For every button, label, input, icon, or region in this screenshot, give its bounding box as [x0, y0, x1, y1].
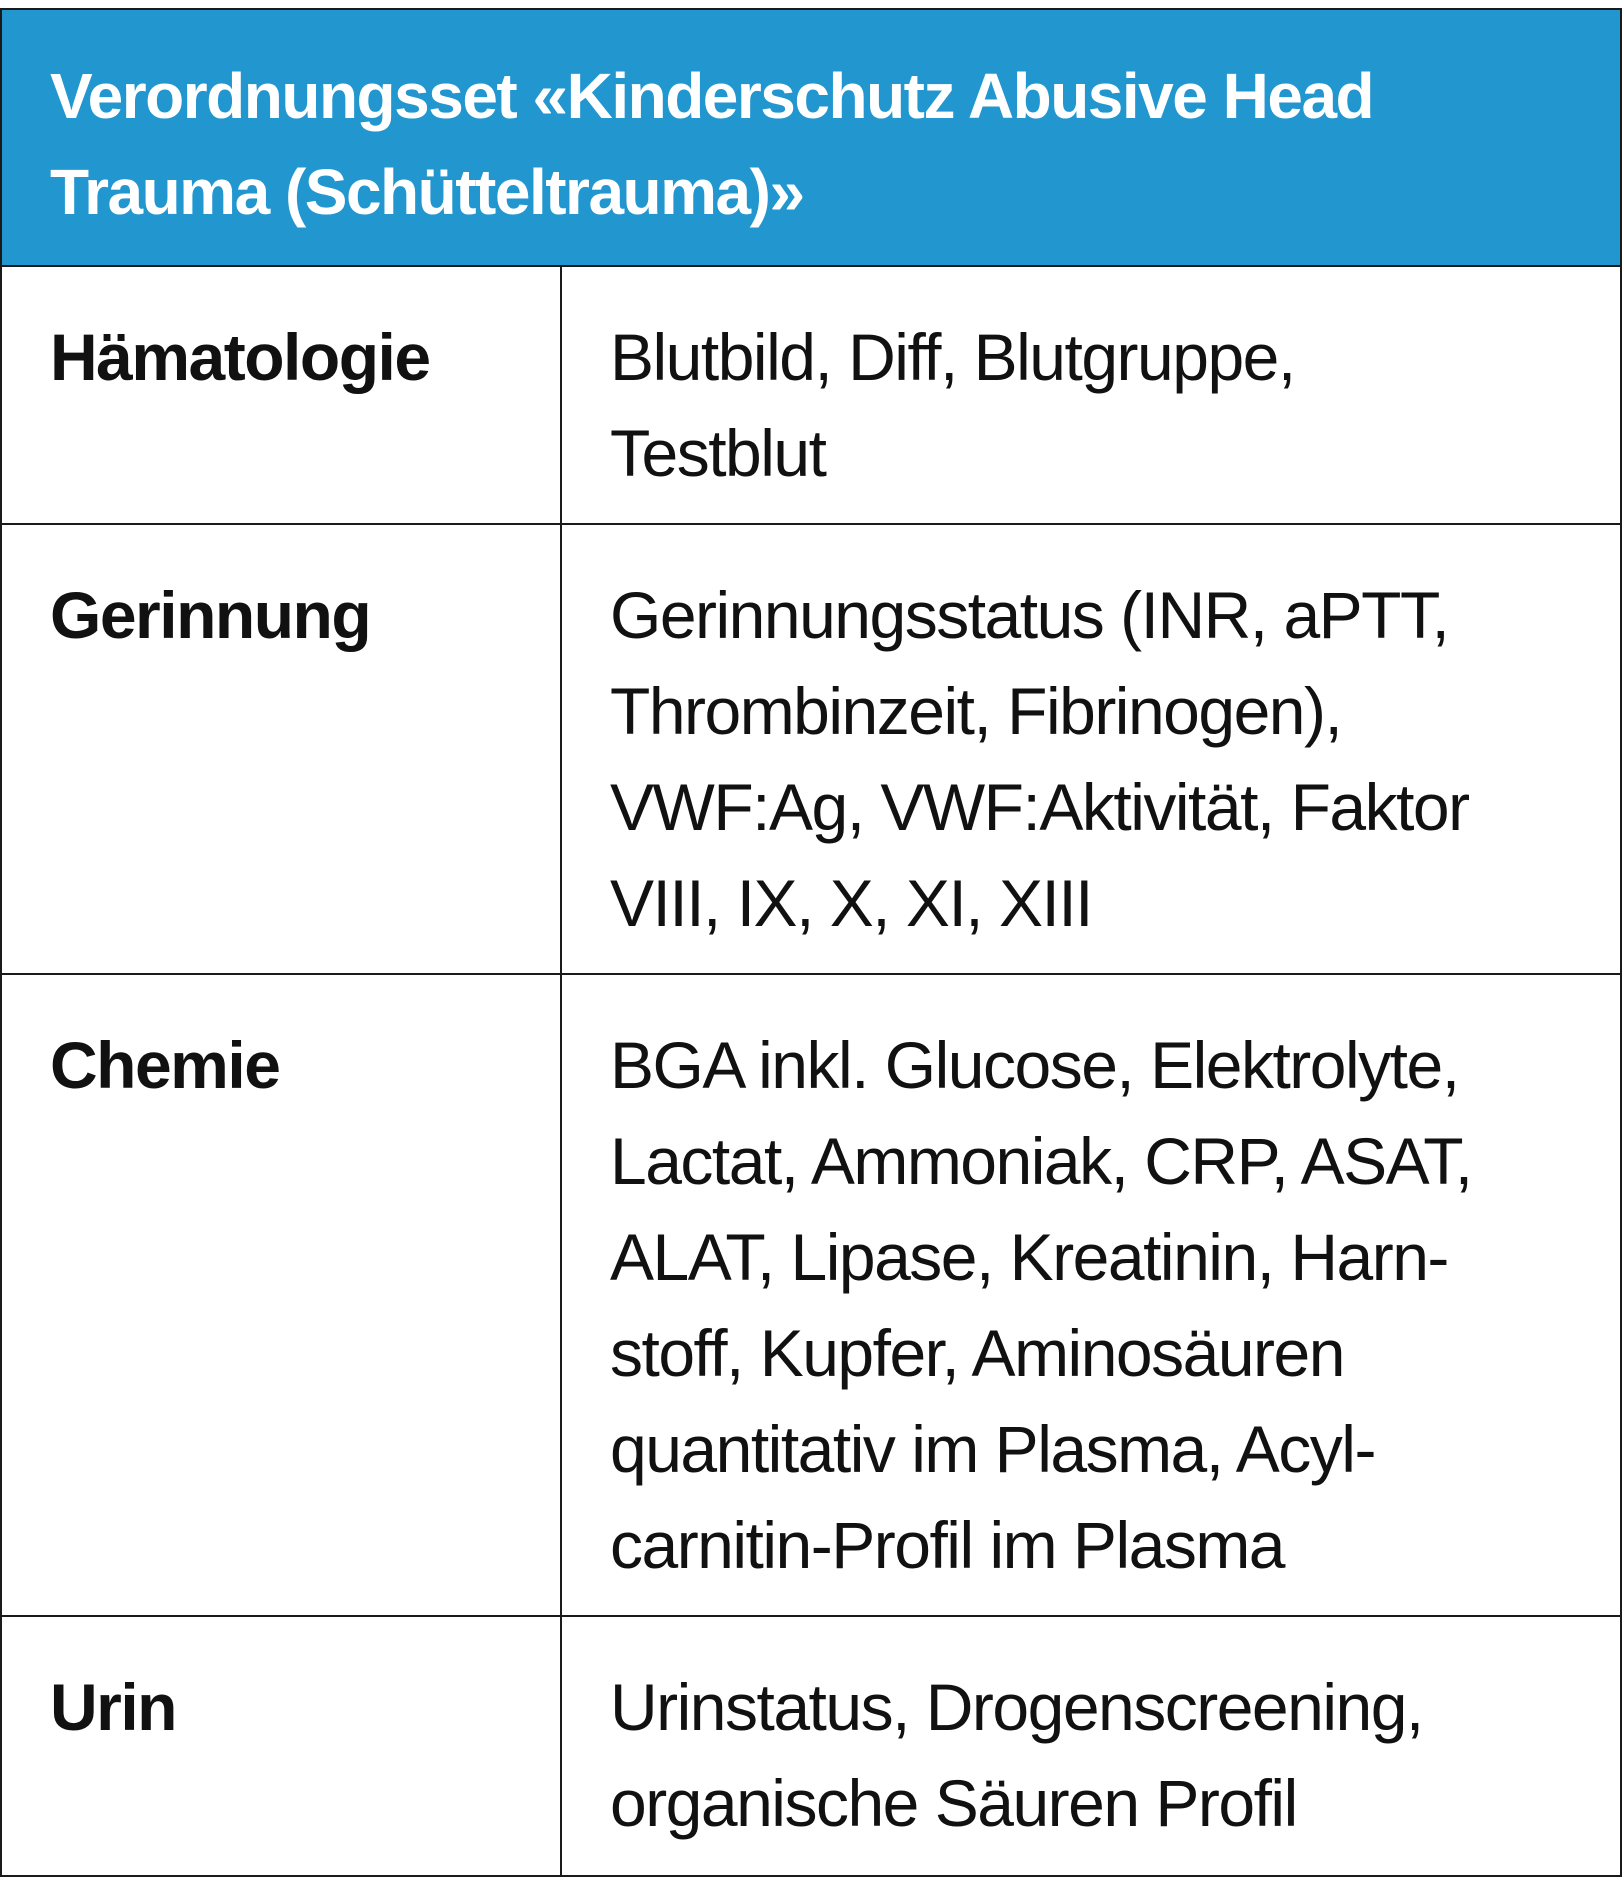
row-content-cell — [562, 267, 1620, 523]
row-content-line: organische Säuren Profil — [610, 1766, 1297, 1840]
row-content-line: Thrombinzeit, Fibrinogen), — [610, 674, 1342, 748]
table-row-gerinnung — [2, 525, 1620, 975]
row-content-cell — [562, 1617, 1620, 1875]
row-content-line: VIII, IX, X, XI, XIII — [610, 866, 1092, 940]
row-content-line: Lactat, Ammoniak, CRP, ASAT, — [610, 1124, 1472, 1198]
row-label: Gerinnung — [50, 578, 371, 652]
table-title-line-1: Verordnungsset «Kinderschutz Abusive Head — [50, 60, 1374, 132]
row-content-cell — [562, 525, 1620, 973]
row-content-line: quantitativ im Plasma, Acyl- — [610, 1412, 1375, 1486]
row-content-line: Urinstatus, Drogenscreening, — [610, 1670, 1423, 1744]
row-content-cell — [562, 975, 1620, 1615]
row-content-line: VWF:Ag, VWF:Aktivität, Faktor — [610, 770, 1469, 844]
row-content-line: Testblut — [610, 416, 826, 490]
row-content-line: ALAT, Lipase, Kreatinin, Harn- — [610, 1220, 1448, 1294]
row-label: Hämatologie — [50, 320, 430, 394]
row-label-cell — [2, 267, 562, 523]
table-title — [50, 48, 1572, 240]
table-row-chemie — [2, 975, 1620, 1617]
row-content-line: Gerinnungsstatus (INR, aPTT, — [610, 578, 1449, 652]
row-content-line: stoff, Kupfer, Aminosäuren — [610, 1316, 1344, 1390]
order-set-table — [0, 8, 1622, 1877]
row-label-cell — [2, 1617, 562, 1875]
table-row-urin — [2, 1617, 1620, 1875]
row-label-cell — [2, 975, 562, 1615]
row-content-line: Blutbild, Diff, Blutgruppe, — [610, 320, 1295, 394]
row-label: Urin — [50, 1670, 176, 1744]
row-label-cell — [2, 525, 562, 973]
row-label: Chemie — [50, 1028, 280, 1102]
table-header — [2, 10, 1620, 267]
table-title-line-2: Trauma (Schütteltrauma)» — [50, 156, 804, 228]
table-row-haematologie — [2, 267, 1620, 525]
row-content-line: BGA inkl. Glucose, Elektrolyte, — [610, 1028, 1459, 1102]
row-content-line: carnitin-Profil im Plasma — [610, 1508, 1284, 1582]
